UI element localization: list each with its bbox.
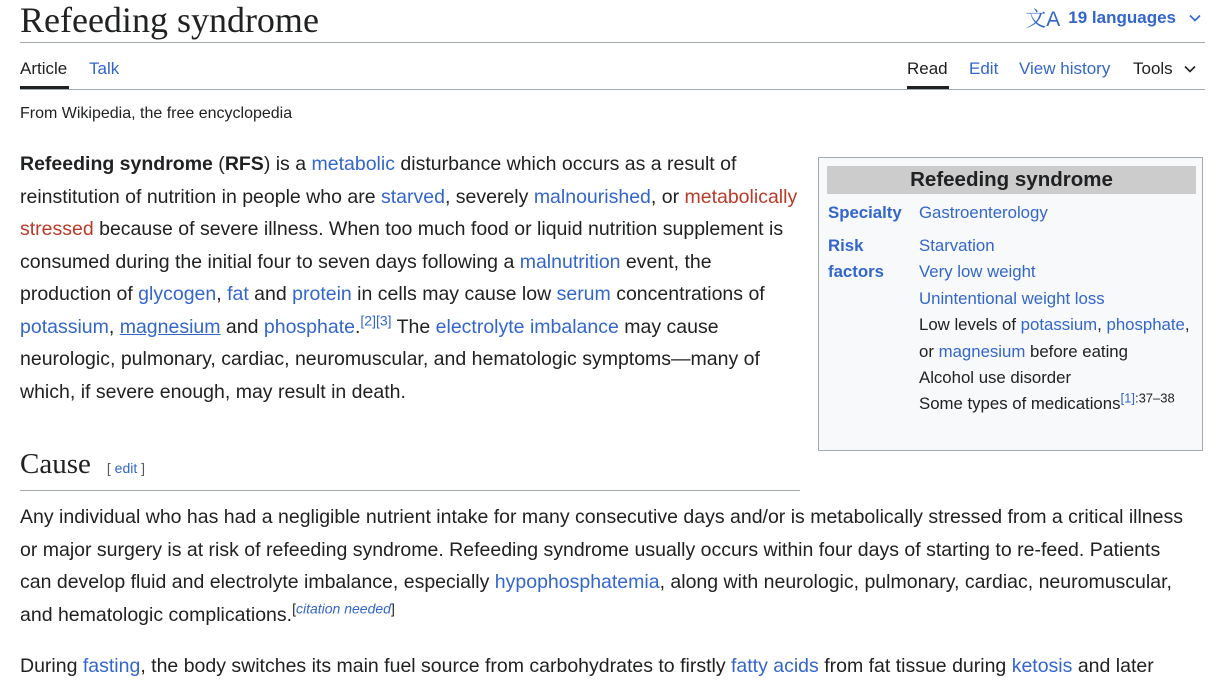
tools-label: Tools [1133,59,1173,78]
link-protein[interactable]: protein [292,283,352,305]
citation-3[interactable]: [3] [375,312,392,328]
text: Any individual who has had a negligible nutrient intake for many consecutive days and/or is metabolically stressed from a critical illness or major surgery is at risk of refeeding syndrome. Refeeding syndrome usually occurs within four days of starting to re-feed. Patients can develop fluid and electrolyte imbalance, especially [20,506,1184,593]
page-title: Refeeding syndrome [20,0,319,40]
link-glycogen[interactable]: glycogen [138,283,217,305]
text: , severely [444,185,534,208]
text: , or [650,185,685,208]
text: During [20,655,83,677]
text: and [248,283,293,305]
cause-paragraph-1 [20,501,1195,631]
link-fatty-acids[interactable]: fatty acids [730,655,819,677]
tagline: From Wikipedia, the free encyclopedia [20,105,293,122]
chevron-down-icon [1188,11,1202,25]
title-divider [20,42,1205,43]
infobox-risk-factors-list [919,233,1197,418]
text: before eating [1025,341,1128,361]
link-phosphate[interactable]: phosphate [263,315,355,338]
tab-talk[interactable]: Talk [89,59,120,78]
link-metabolic[interactable]: metabolic [311,153,395,175]
citation-pages: :37–38 [1134,390,1175,406]
link-very-low-weight[interactable]: Very low weight [919,262,1036,282]
translate-icon: 文A [1025,8,1061,31]
infobox-title: Refeeding syndrome [827,166,1196,194]
list-item [919,312,1197,365]
text: because of severe illness. When too much food or liquid nutrition supplement is consumed during the initial four to seven days following a [20,218,784,273]
text: , [1097,315,1107,335]
link-metabolically-stressed[interactable]: metabolically stressed [20,185,798,240]
text: in cells may cause low [351,283,557,305]
link-phosphate[interactable]: phosphate [1106,315,1185,335]
infobox [818,157,1203,451]
lead-paragraph [20,148,800,408]
edit-section-link[interactable]: edit [114,460,138,476]
section-divider [20,490,800,491]
tabs-divider [20,89,1205,90]
link-potassium[interactable]: potassium [1020,315,1098,335]
text: , or [919,315,1190,361]
text: Some types of medications [919,394,1121,414]
link-serum[interactable]: serum [556,283,611,305]
text: Low levels of [919,315,1021,335]
text: The [391,315,436,338]
tab-view-history[interactable]: View history [1019,59,1111,78]
link-fat[interactable]: fat [227,283,249,305]
bracket: [ [292,600,296,616]
link-hypophosphatemia[interactable]: hypophosphatemia [494,571,660,593]
tab-edit[interactable]: Edit [969,59,999,78]
text: , the body switches its main fuel source from carbohydrates to firstly [140,655,731,677]
link-starved[interactable]: starved [380,185,445,208]
text: , along with neurologic, pulmonary, cardiac, neuromuscular, and hematologic complications. [20,571,1172,626]
cause-paragraph-2 [20,650,1205,683]
link-malnutrition[interactable]: malnutrition [519,250,621,273]
list-item [919,391,1197,417]
text: from fat tissue during [818,655,1012,677]
text: ) is a [263,153,312,175]
text: event, the production of [20,250,712,305]
citation-1[interactable]: [1] [1120,390,1135,406]
link-potassium[interactable]: potassium [20,315,109,338]
text: disturbance which occurs as a result of reinstitution of nutrition in people who are [20,153,737,208]
link-ketosis[interactable]: ketosis [1011,655,1073,677]
text: ( [212,153,225,175]
section-edit [107,450,145,486]
link-starvation[interactable]: Starvation [919,236,995,255]
infobox-risk-factors-label[interactable]: Risk factors [828,236,884,282]
languages-button[interactable] [1025,6,1202,30]
text: . [354,315,361,338]
text: may cause neurologic, pulmonary, cardiac, neuromuscular, and hematologic symptoms—many of which, if severe enough, may result in death. [20,315,760,403]
citation-needed-link[interactable]: citation needed [295,600,391,616]
text: and [220,315,264,338]
section-heading-cause [20,446,145,486]
list-item [919,259,1197,285]
link-magnesium[interactable]: magnesium [938,341,1026,361]
text: , [108,315,120,338]
list-item [919,233,1197,259]
languages-label: 19 languages [1068,8,1176,27]
link-malnourished[interactable]: malnourished [533,185,651,208]
lead-abbr: RFS [224,153,264,175]
list-item [919,286,1197,312]
link-gastroenterology[interactable]: Gastroenterology [919,203,1048,222]
infobox-specialty-label[interactable]: Specialty [828,203,902,222]
infobox-specialty-value [919,200,1197,226]
list-item: Alcohol use disorder [919,368,1072,388]
bracket: ] [390,600,395,616]
text: and later [1072,655,1154,677]
text: concentrations of [610,283,765,305]
link-unintentional-weight-loss[interactable]: Unintentional weight loss [919,288,1105,308]
tab-article[interactable]: Article [20,59,68,78]
citation-2[interactable]: [2] [360,312,376,328]
chevron-down-icon [1183,62,1197,76]
link-magnesium[interactable]: magnesium [119,315,221,338]
bracket: ] [137,460,146,476]
lead-term: Refeeding syndrome [20,153,213,175]
link-fasting[interactable]: fasting [82,655,141,677]
text: , [216,283,228,305]
tab-read[interactable]: Read [907,59,948,78]
bracket: [ [106,460,115,476]
link-electrolyte-imbalance[interactable]: electrolyte imbalance [435,315,619,338]
tools-menu[interactable] [1133,59,1197,79]
section-heading-text: Cause [20,448,91,480]
